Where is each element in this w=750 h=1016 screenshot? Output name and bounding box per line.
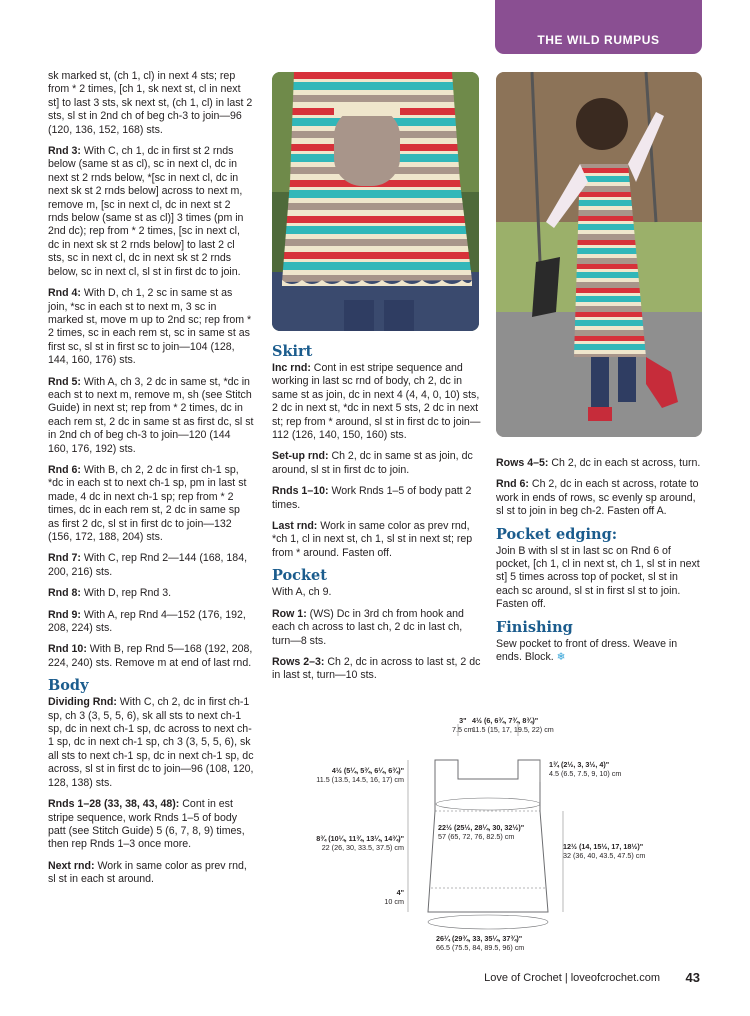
dim-strap-width-cm: 4.5 (6.5, 7.5, 9, 10) cm: [549, 769, 622, 778]
dim-body-length-in: 8¾ (10¼, 11¾, 13¼, 14¾)": [316, 834, 404, 843]
instruction-label: Inc rnd:: [272, 362, 311, 374]
dim-neck-width-cm: 7.5 cm: [452, 725, 474, 734]
instruction-text: With B, ch 2, 2 dc in first ch-1 sp, *dc in each st to next ch-1 sp, pm in last st made, 4 dc in next ch-1 sp; rep from * 2 times, dc in each rem st, 2 dc in same sp as first 2 dc, sl st in first dc to join—132 (156, 172, 188, 204) sts.: [48, 463, 247, 543]
pocket-instructions: [272, 608, 481, 683]
instruction-label: Rnd 5:: [48, 375, 81, 388]
dim-total-length: [563, 842, 645, 860]
instruction-paragraph: [48, 696, 254, 790]
instruction-text: Ch 2, dc in each st across, rotate to work in ends of rows, sc evenly sp around, sl st to join in beg ch-2. Fasten off A.: [496, 478, 699, 518]
dim-strap-width-in: 1¾ (2½, 3, 3½, 4)": [549, 760, 610, 769]
instruction-label: Rnd 4:: [48, 287, 81, 300]
dim-skirt-length: [384, 888, 404, 906]
instruction-paragraph: [272, 485, 481, 512]
instruction-label: Rnd 10:: [48, 643, 87, 656]
column-3: [496, 457, 702, 672]
instruction-paragraph: [48, 643, 254, 670]
pocket-rows-continued: [496, 457, 702, 519]
dim-total-length-in: 12½ (14, 15½, 17, 18½)": [563, 842, 644, 851]
dim-strap-span: [472, 716, 554, 734]
instruction-paragraph: [48, 145, 254, 279]
instruction-paragraph: [272, 656, 481, 683]
instruction-label: Rnd 9:: [48, 608, 81, 621]
instruction-label: Rnd 3:: [48, 145, 81, 158]
dim-neck-width-in: 3": [459, 716, 467, 725]
section-title: THE WILD RUMPUS: [537, 33, 660, 47]
instruction-paragraph: [48, 587, 254, 600]
pocket-intro: With A, ch 9.: [272, 586, 332, 599]
girl-swing-photo: [496, 72, 702, 437]
instruction-paragraph: [272, 520, 481, 560]
instruction-paragraph: [48, 798, 254, 852]
instruction-label: Rows 4–5:: [496, 457, 549, 469]
finishing-text: Sew pocket to front of dress. Weave in ends. Block.: [496, 637, 678, 664]
body-instructions: [48, 696, 254, 886]
instruction-paragraph: [48, 287, 254, 367]
instruction-text: Ch 2, dc in each st across, turn.: [548, 457, 701, 469]
dim-hem-cm: 66.5 (75.5, 84, 89.5, 96) cm: [436, 943, 525, 952]
dim-total-length-cm: 32 (36, 40, 43.5, 47.5) cm: [563, 851, 646, 860]
instruction-label: Rnd 6:: [496, 478, 529, 491]
instruction-text: With C, ch 1, dc in first st 2 rnds below (same st as cl), sc in next cl, dc in next st 2 rnds below, *[sc in next cl, dc in next sk st 2 rnds below] across to next m, remove m, [sc in next cl, dc in next st 2 rnds below (same st as cl)] 3 times (pm in 2nd dc); rep from * 2 times, [sc in next cl, dc in next sk st 2 rnds below] to last 2 cl sts, sc in next cl, dc in next sk st 2 rnds below, sc in next cl, sl st in first dc to join.: [48, 145, 244, 278]
dim-armhole-cm: 11.5 (13.5, 14.5, 16, 17) cm: [316, 775, 404, 784]
instruction-label: Last rnd:: [272, 520, 318, 533]
instruction-text: With C, ch 2, dc in first ch-1 sp, ch 3 (3, 5, 5, 6), sk all sts to next ch-1 sp, dc in next ch-1 sp, dc across to next ch-1 sp, dc in next ch-1 sp, ch 3 (3, 5, 5, 6), sk all sts to next ch-1 sp, dc in next ch-1 sp, dc across, sl st in first dc to join—96 (108, 120, 128, 138) sts.: [48, 696, 254, 789]
instruction-label: Set-up rnd:: [272, 450, 329, 463]
instruction-label: Dividing Rnd:: [48, 696, 117, 709]
instruction-text: With C, rep Rnd 2—144 (168, 184, 200, 216) sts.: [48, 552, 248, 578]
instruction-paragraph: [48, 376, 254, 456]
instruction-paragraph: [272, 362, 481, 442]
pocket-edging-heading: Pocket edging:: [496, 525, 618, 543]
instruction-paragraph: [48, 860, 254, 887]
instruction-label: Rnds 1–28 (33, 38, 43, 48):: [48, 798, 180, 811]
instruction-label: Rnds 1–10:: [272, 485, 329, 498]
instruction-paragraph: [48, 70, 254, 137]
schematic-diagram: [300, 712, 700, 956]
instruction-text: With D, ch 1, 2 sc in same st as join, *sc in each st to next m, 3 sc in marked st, move m up to 2nd sc; rep from * 2 times, sc in each rem st, sc in same st as first sc, sl st in first sc to join—104 (128, 144, 160, 176) sts.: [48, 287, 252, 367]
body-heading: Body: [48, 677, 89, 695]
instruction-text: Work Rnds 1–5 of body patt 2 times.: [272, 485, 472, 511]
instruction-paragraph: [48, 464, 254, 544]
instruction-text: Work in same color as prev rnd, *ch 1, cl in next st, ch 1, sl st in next st; rep from * around. Fasten off.: [272, 520, 473, 559]
instruction-paragraph: [272, 608, 481, 648]
dim-strap-span-in: 4½ (6, 6¾, 7¾, 8¾)": [472, 716, 539, 725]
instruction-label: Rnd 6:: [48, 463, 81, 476]
dim-body-length-cm: 22 (26, 30, 33.5, 37.5) cm: [321, 843, 404, 852]
dim-chest: [438, 823, 524, 841]
dim-chest-in: 22½ (25½, 28¼, 30, 32½)": [438, 823, 525, 832]
dim-neck-width: [452, 716, 474, 734]
dim-skirt-length-in: 4": [396, 888, 404, 897]
skirt-instructions: [272, 362, 481, 560]
dim-hem: [436, 934, 524, 952]
instruction-text: With B, rep Rnd 5—168 (192, 208, 224, 240) sts. Remove m at end of last rnd.: [48, 643, 253, 669]
column-2: [272, 344, 481, 691]
instruction-text: With D, rep Rnd 3.: [80, 587, 172, 600]
instruction-text: With A, ch 3, 2 dc in same st, *dc in each st to next m, remove m, sh (see Stitch Guide) in next st; rep from * 2 times, dc in each rem st, 2 dc in same st as first dc, sl st in 2nd ch of beg ch-3 to join—120 (144 160, 176, 192) sts.: [48, 375, 254, 455]
instruction-label: Row 1:: [272, 607, 307, 620]
skirt-heading: Skirt: [272, 343, 313, 360]
instruction-text: Cont in est stripe sequence and working in last sc rnd of body, ch 2, dc in same st as join, dc in next 4 (4, 4, 0, 10) sts, 2 dc in next st, *dc in next 5 sts, 2 dc in next st; rep from * around, sl st in first dc to join—112 (126, 140, 150, 160) sts.: [272, 362, 481, 442]
dim-armhole: [316, 766, 404, 784]
instruction-paragraph: [48, 609, 254, 636]
instruction-text: Work in same color as prev rnd, sl st in each st around.: [48, 859, 247, 886]
instruction-paragraph: [496, 457, 702, 470]
finishing-paragraph: [496, 638, 702, 665]
column-1: [48, 70, 254, 895]
dim-body-length: [316, 834, 404, 852]
instruction-paragraph: [48, 552, 254, 579]
instruction-text: Ch 2, dc in same st as join, dc around, sl st in first dc to join.: [272, 450, 473, 476]
instruction-text: With A, rep Rnd 4—152 (176, 192, 208, 224) sts.: [48, 608, 246, 635]
dim-strap-span-cm: 11.5 (15, 17, 19.5, 22) cm: [472, 725, 554, 734]
dim-hem-in: 26¼ (29¾, 33, 35¼, 37¾)": [436, 934, 523, 943]
instruction-text: (WS) Dc in 3rd ch from hook and each ch across to last ch, 2 dc in last ch, turn—8 sts.: [272, 607, 464, 647]
instruction-label: Rnd 7:: [48, 552, 81, 565]
section-tab: [495, 0, 702, 54]
rounds-list: [48, 70, 254, 670]
footer-text: Love of Crochet | loveofcrochet.com: [484, 972, 660, 984]
pocket-heading: Pocket: [272, 567, 327, 585]
instruction-text: Cont in est stripe sequence, work Rnds 1–5 of body patt (see Stitch Guide) 5 (6, 7, 8, 9) times, then rep Rnds 1–3 once more.: [48, 798, 245, 851]
instruction-label: Next rnd:: [48, 859, 95, 872]
instruction-paragraph: [272, 450, 481, 477]
snowflake-icon: ❄: [556, 651, 566, 664]
instruction-label: Rnd 8:: [48, 587, 81, 600]
instruction-text: Ch 2, dc in across to last st, 2 dc in last st, turn—10 sts.: [272, 655, 481, 682]
instruction-paragraph: [496, 478, 702, 518]
finishing-heading: Finishing: [496, 618, 573, 636]
dim-strap-width: [549, 760, 621, 778]
instruction-label: Rows 2–3:: [272, 655, 325, 668]
dim-chest-cm: 57 (65, 72, 76, 82.5) cm: [438, 832, 515, 841]
skirt-photo: [272, 72, 479, 331]
dim-skirt-length-cm: 10 cm: [384, 897, 404, 906]
page-number: 43: [685, 970, 700, 985]
dim-armhole-in: 4½ (5¼, 5¾, 6¼, 6¾)": [331, 766, 404, 775]
pocket-edging-text: Join B with sl st in last sc on Rnd 6 of pocket, [ch 1, cl in next st, ch 1, sl st in next st] 5 times across top of pocket, sl st in each sc around, sl st in first sl st to join. Fasten off.: [496, 544, 700, 611]
instruction-text: sk marked st, (ch 1, cl) in next 4 sts; rep from * 2 times, [ch 1, sk next st, cl in next st] to last 3 sts, sk next st, (ch 1, cl) in last 2 sts, sl st in 2nd ch of beg ch-3 to join—96 (120, 136, 152, 168) sts.: [48, 70, 253, 136]
